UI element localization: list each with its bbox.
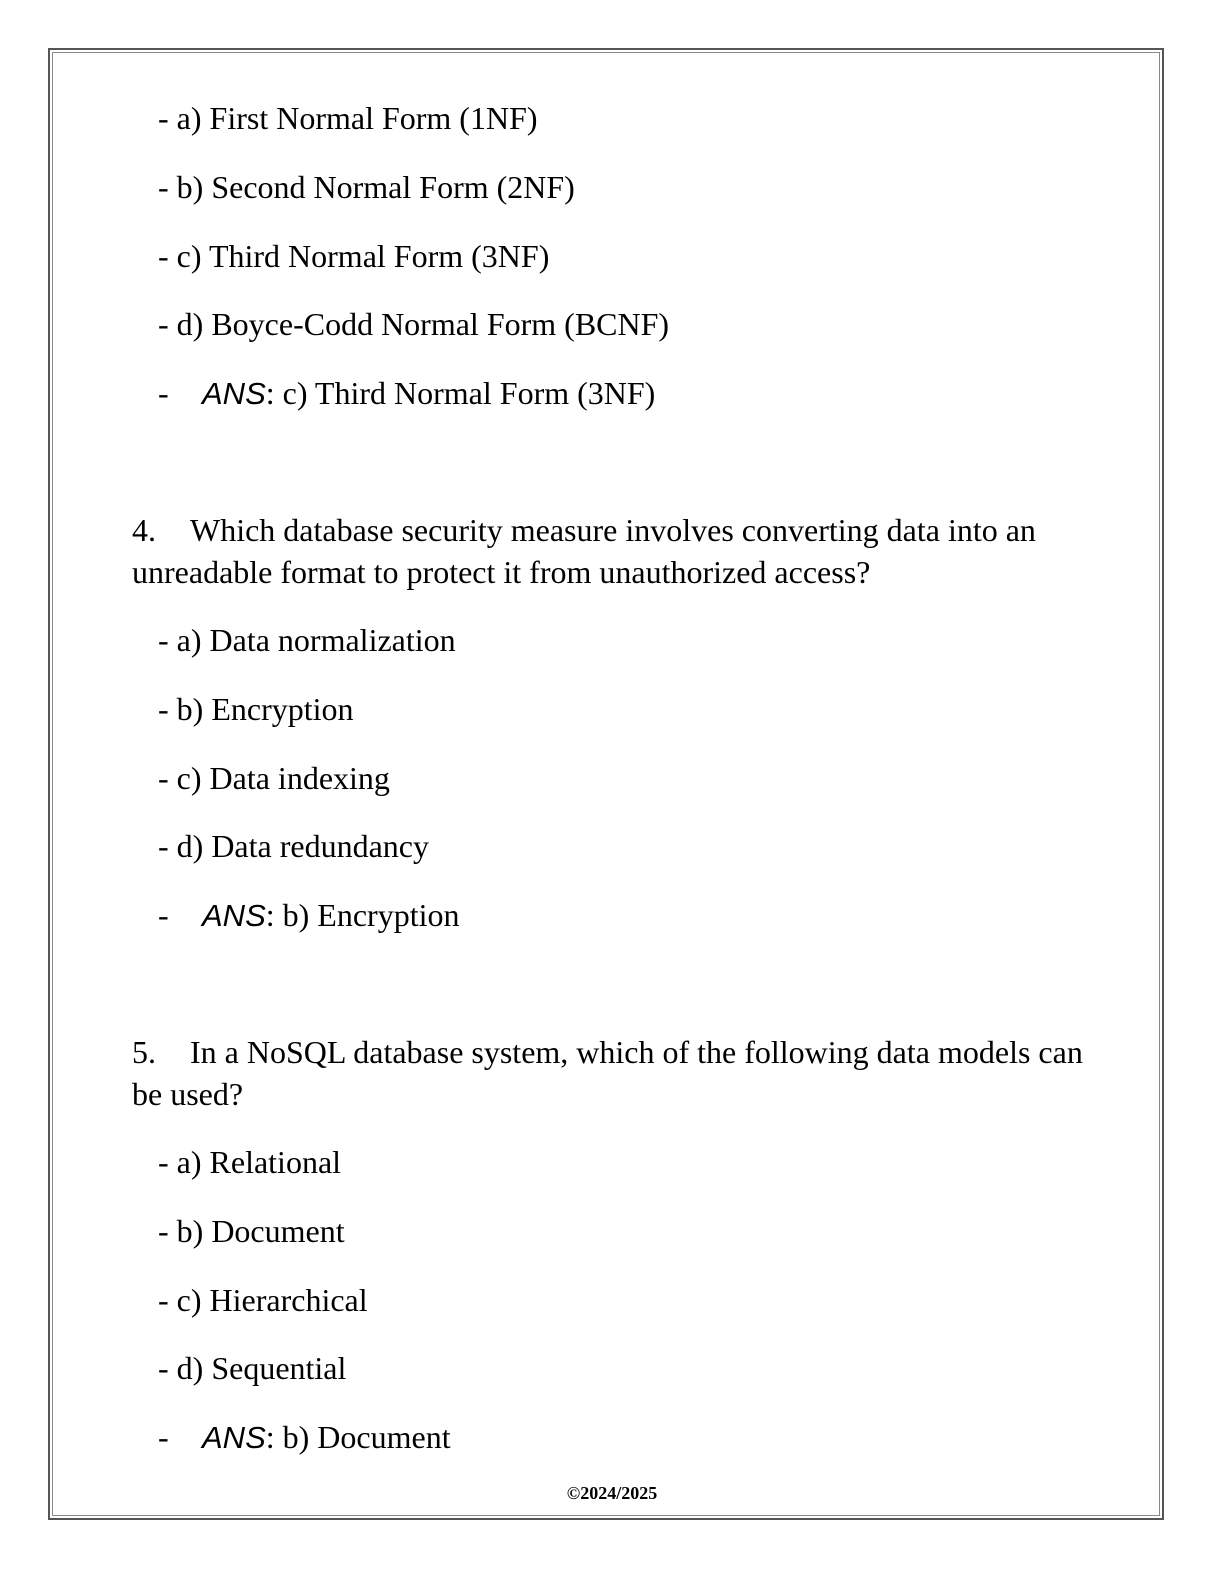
q4-option-a: - a) Data normalization xyxy=(158,622,456,658)
question-text: In a NoSQL database system, which of the following data models can be used? xyxy=(132,1034,1083,1112)
answer-dash: - xyxy=(158,375,169,411)
answer-dash: - xyxy=(158,1419,169,1455)
q3-option-d: - d) Boyce-Codd Normal Form (BCNF) xyxy=(158,306,670,342)
q5-option-b: - b) Document xyxy=(158,1213,345,1249)
q4-answer xyxy=(158,894,459,937)
answer-label: ANS xyxy=(202,898,266,933)
answer-label: ANS xyxy=(202,1420,266,1455)
question-number: 4. xyxy=(132,512,156,548)
answer-text: : b) Document xyxy=(265,1419,451,1455)
q5-answer xyxy=(158,1416,451,1459)
q5-option-a: - a) Relational xyxy=(158,1144,342,1180)
q3-answer xyxy=(158,372,655,415)
q5-question xyxy=(132,1031,1092,1115)
q4-option-c: - c) Data indexing xyxy=(158,760,390,796)
answer-label: ANS xyxy=(202,376,266,411)
q4-option-b: - b) Encryption xyxy=(158,691,354,727)
answer-text: : c) Third Normal Form (3NF) xyxy=(265,375,656,411)
q3-option-c: - c) Third Normal Form (3NF) xyxy=(158,238,550,274)
question-number: 5. xyxy=(132,1034,156,1070)
q3-option-b: - b) Second Normal Form (2NF) xyxy=(158,169,575,205)
q5-option-d: - d) Sequential xyxy=(158,1350,347,1386)
copyright-footer: ©2024/2025 xyxy=(566,1483,658,1503)
q3-option-a: - a) First Normal Form (1NF) xyxy=(158,100,538,136)
q4-option-d: - d) Data redundancy xyxy=(158,828,429,864)
answer-text: : b) Encryption xyxy=(265,897,460,933)
question-text: Which database security measure involves converting data into an unreadable format to protect it from unauthorized access? xyxy=(132,512,1036,590)
q5-option-c: - c) Hierarchical xyxy=(158,1282,368,1318)
q4-question xyxy=(132,509,1092,593)
answer-dash: - xyxy=(158,897,169,933)
